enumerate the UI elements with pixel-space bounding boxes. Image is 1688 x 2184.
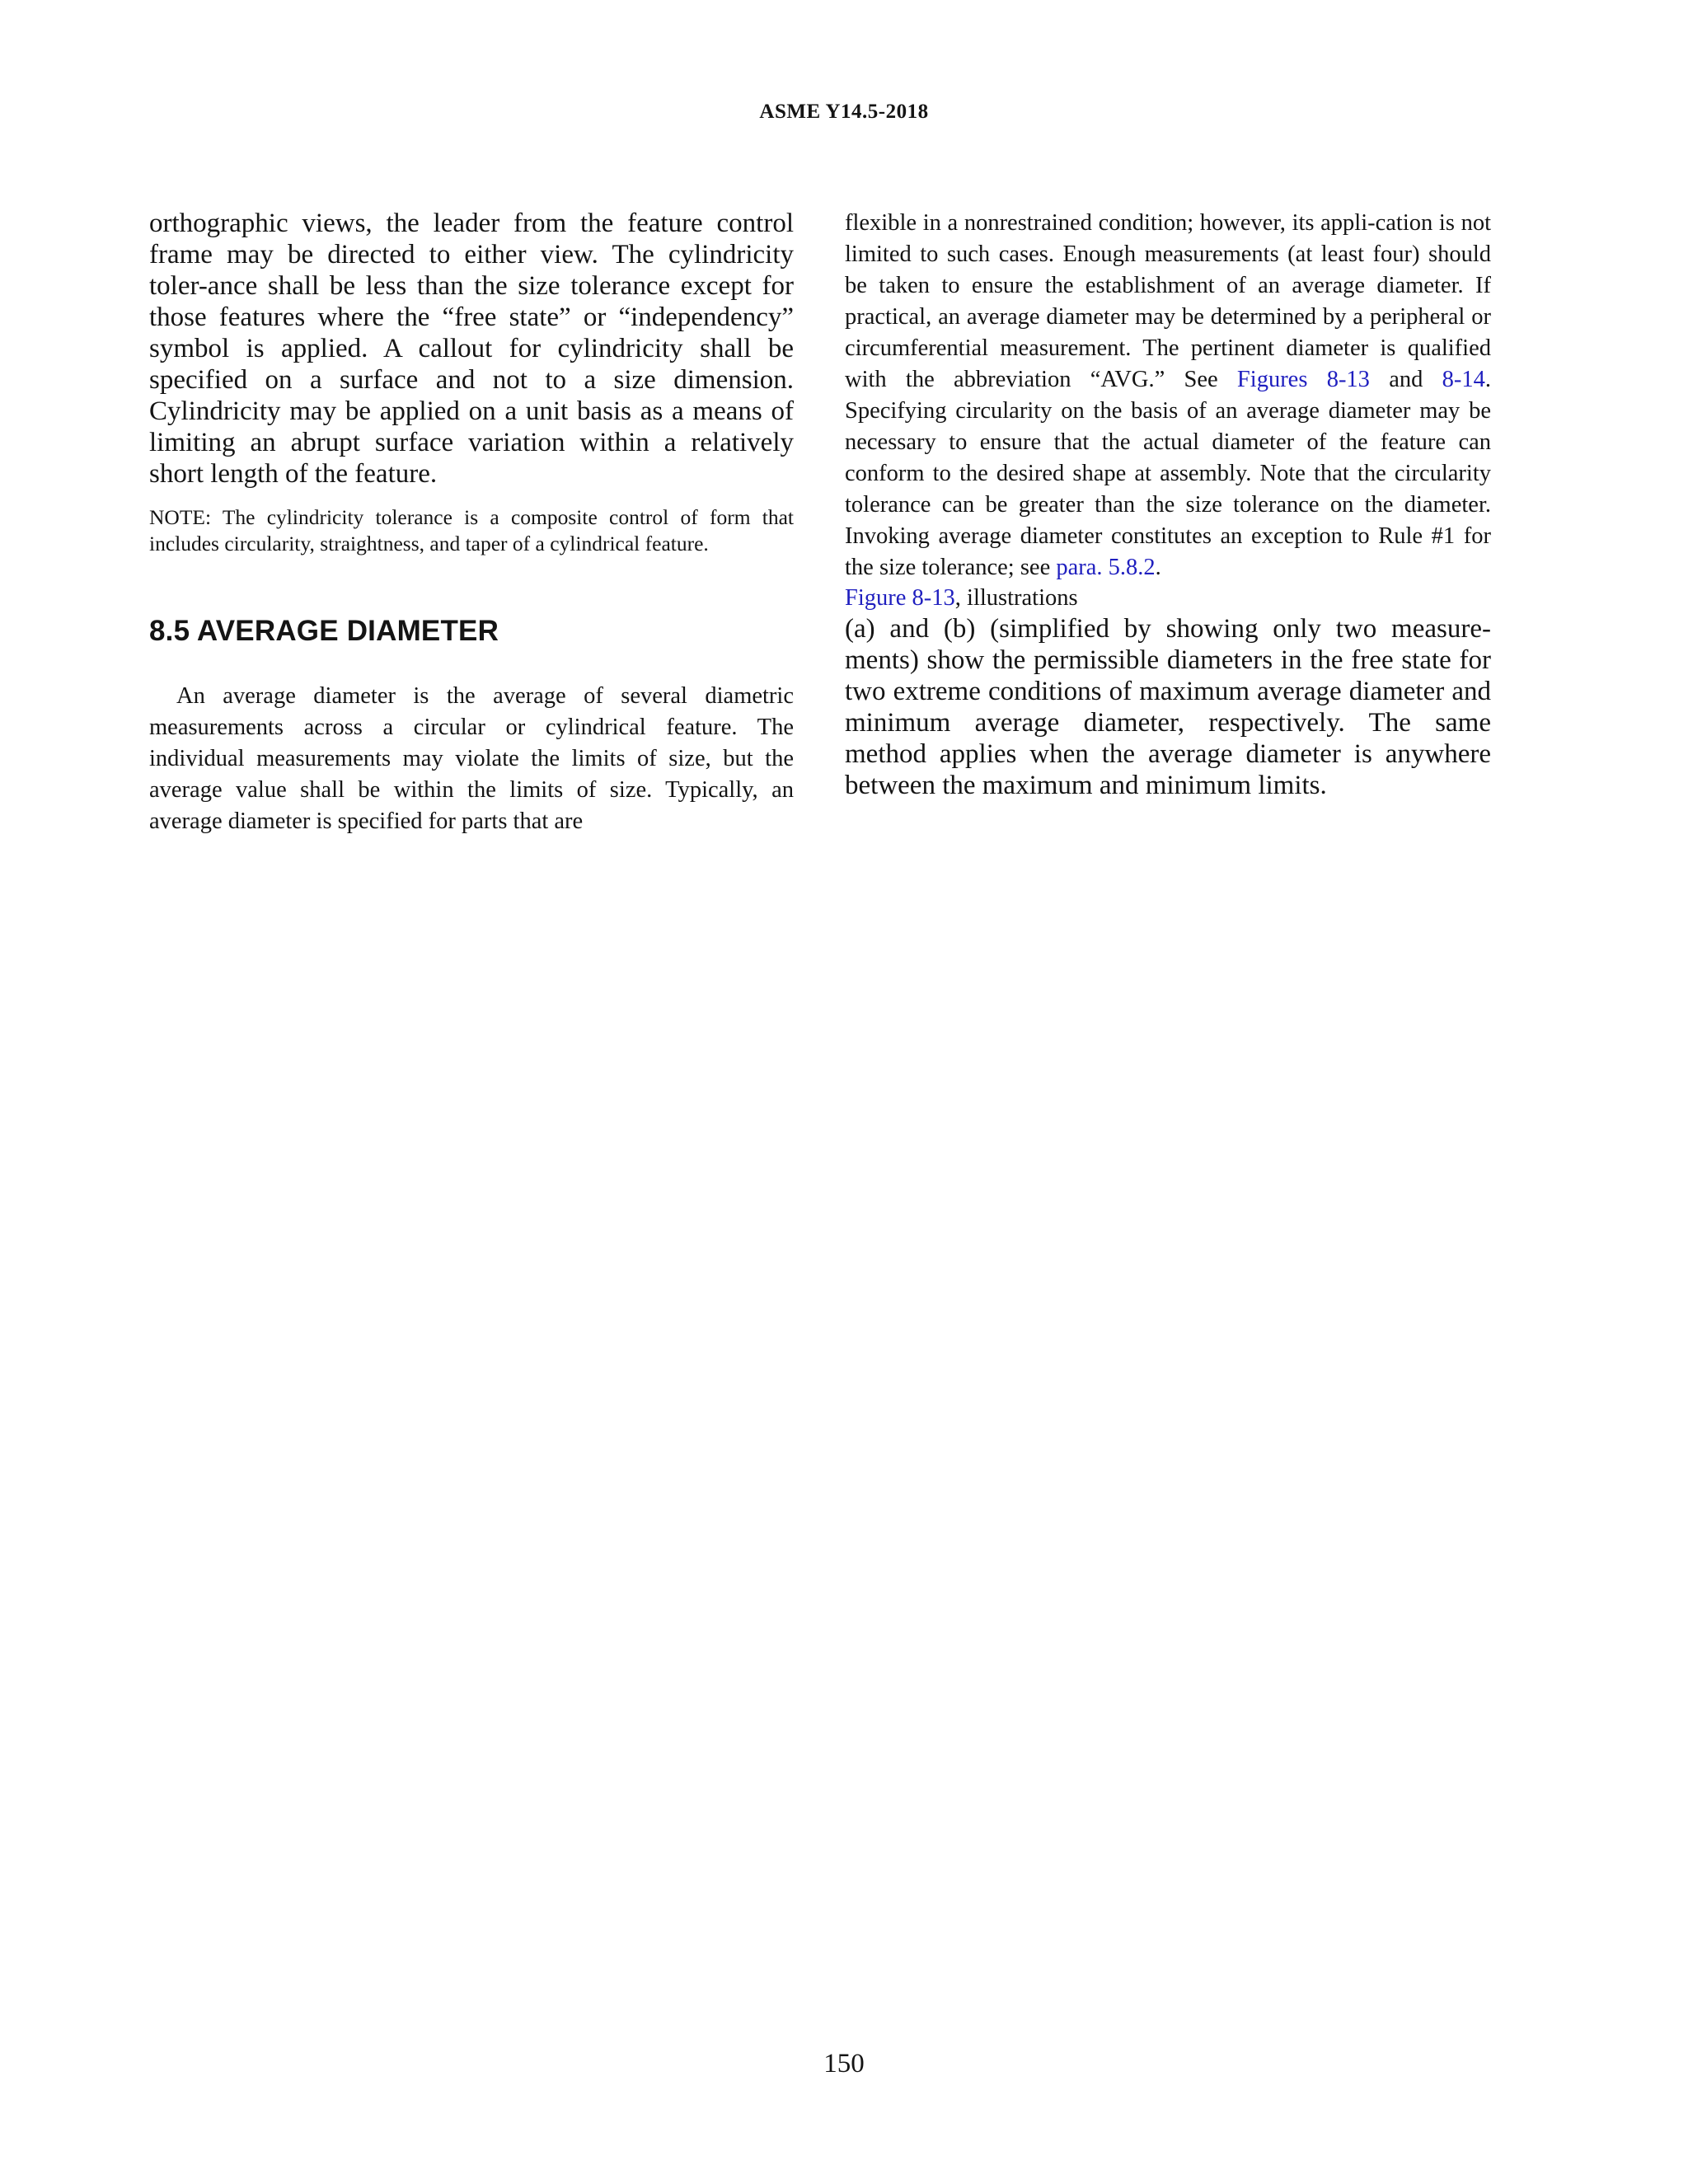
text-segment: .: [1155, 555, 1161, 580]
cylindricity-paragraph: orthographic views, the leader from the feature control frame may be directed to either view. The cylindricity toler-ance shall be less than the size tolerance except for those features where the “free state” or “independency” symbol is applied. A callout for cylindricity shall be specified on a surface and not to a size dimension. Cylindricity may be applied on a unit basis as a means of limiting an abrupt surface variation within a relatively short length of the feature.: [149, 209, 794, 489]
left-column: [149, 208, 794, 837]
figures-8-13-link[interactable]: Figures 8-13: [1236, 367, 1370, 392]
cylindricity-note: NOTE: The cylindricity tolerance is a composite control of form that includes circularity, straightness, and taper of a cylindrical feature.: [149, 505, 794, 555]
figure-8-14-link[interactable]: 8-14: [1442, 367, 1485, 392]
illustrations-paragraph: (a) and (b) (simplified by showing only two measure-ments) show the permissible diameters in the free state for two extreme conditions of maximum average diameter and minimum average diameter, respectively. The same method applies when the average diameter is anywhere between the maximum and minimum limits.: [845, 614, 1491, 800]
para-5-8-2-link[interactable]: para. 5.8.2: [1056, 555, 1156, 580]
section-heading: 8.5 AVERAGE DIAMETER: [149, 615, 499, 647]
figure-reference-line: [845, 583, 1491, 613]
text-segment: , illustrations: [954, 585, 1078, 611]
page-number: 150: [823, 2049, 865, 2079]
text-segment: . Specifying circularity on the basis of an average diameter may be necessary to ensure that the actual diameter of the feature can conform to the desired shape at assembly. Note that the circularity tolerance can be greater than the size tolerance on the diameter. Invoking average diameter constitutes an exception to Rule #1 for the size tolerance; see: [845, 367, 1491, 580]
average-diameter-continued-paragraph: [845, 208, 1491, 583]
right-column: [845, 208, 1491, 801]
running-header: ASME Y14.5-2018: [759, 101, 929, 123]
average-diameter-paragraph: An average diameter is the average of several diametric measurements across a circular or cylindrical feature. The individual measurements may violate the limits of size, but the average value shall be within the limits of size. Typically, an average diameter is specified for parts that are: [149, 683, 794, 834]
text-segment: flexible in a nonrestrained condition; however, its appli-cation is not limited to such cases. Enough measurements (at least four) should be taken to ensure the establishment of an average diameter. If practical, an average diameter may be determined by a peripheral or circumferential measurement. The pertinent diameter is qualified with the abbreviation “AVG.” See: [845, 210, 1491, 392]
figure-8-13-link[interactable]: Figure 8-13: [845, 585, 955, 611]
text-segment: and: [1369, 367, 1442, 392]
